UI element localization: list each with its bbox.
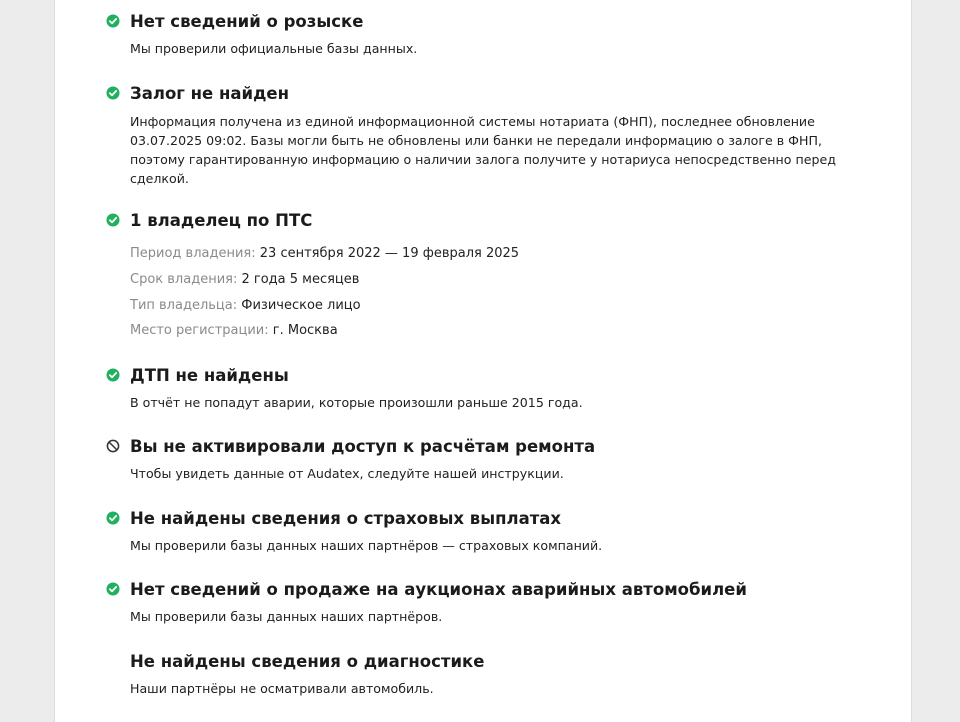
- ownership-duration-label: Срок владения:: [130, 272, 238, 287]
- insurance-description: Мы проверили базы данных наших партнёров — страховых компаний.: [130, 538, 603, 553]
- check-circle-icon: [106, 511, 120, 525]
- owner-type-label: Тип владельца:: [130, 298, 238, 313]
- insurance-title: Не найдены сведения о страховых выплатах: [130, 509, 562, 528]
- repairs-title: Вы не активировали доступ к расчётам ремонта: [130, 437, 596, 456]
- pledge-description: Информация получена из единой информационной системы нотариата (ФНП), последнее обновление 03.07.2025 09:02. Базы могли быть не обновлены или банки не передали информацию о залоге в ФНП, поэтому гарантированную информацию о наличии залога получите у нотариуса непосредственно перед сделкой.: [130, 114, 836, 186]
- check-circle-icon: [106, 582, 120, 596]
- check-circle-icon: [106, 86, 120, 100]
- accidents-title: ДТП не найдены: [130, 366, 289, 385]
- auctions-title: Нет сведений о продаже на аукционах аварийных автомобилей: [130, 580, 747, 599]
- wanted-description: Мы проверили официальные базы данных.: [130, 41, 418, 56]
- owner-type-row: [130, 297, 361, 315]
- ownership-period-row: [130, 245, 519, 263]
- registration-place-value: г. Москва: [272, 323, 338, 338]
- accidents-description: В отчёт не попадут аварии, которые произошли раньше 2015 года.: [130, 395, 583, 410]
- blocked-icon: [106, 439, 120, 453]
- check-circle-icon: [106, 14, 120, 28]
- ownership-duration-row: [130, 271, 359, 289]
- ownership-duration-value: 2 года 5 месяцев: [241, 272, 360, 287]
- registration-place-row: [130, 322, 338, 340]
- owner-type-value: Физическое лицо: [241, 298, 361, 313]
- owners-title: 1 владелец по ПТС: [130, 211, 313, 230]
- wanted-title: Нет сведений о розыске: [130, 12, 364, 31]
- diagnostics-title: Не найдены сведения о диагностике: [130, 652, 485, 671]
- repairs-description: Чтобы увидеть данные от Audatex, следуйте нашей инструкции.: [130, 466, 564, 481]
- ownership-period-label: Период владения:: [130, 246, 256, 261]
- diagnostics-description: Наши партнёры не осматривали автомобиль.: [130, 681, 434, 696]
- ownership-period-value: 23 сентября 2022 — 19 февраля 2025: [259, 246, 520, 261]
- registration-place-label: Место регистрации:: [130, 323, 269, 338]
- check-circle-icon: [106, 368, 120, 382]
- check-circle-icon: [106, 213, 120, 227]
- pledge-title: Залог не найден: [130, 84, 289, 103]
- auctions-description: Мы проверили базы данных наших партнёров.: [130, 609, 443, 624]
